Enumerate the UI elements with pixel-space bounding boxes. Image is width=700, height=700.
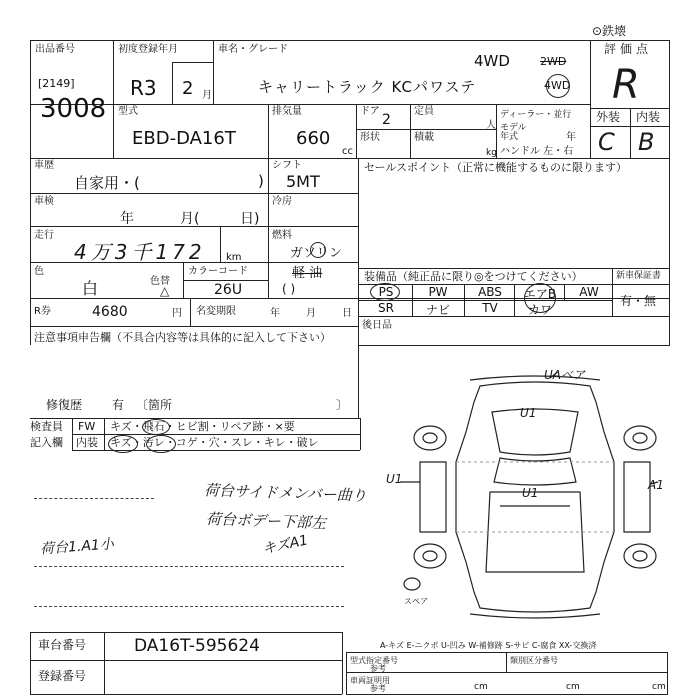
fuel-paren: ( ) <box>282 282 296 296</box>
eval-score: R <box>612 62 640 108</box>
fuel-label: 燃料 <box>272 230 292 241</box>
inspector-fw: FW <box>78 420 96 433</box>
drive-circle <box>546 74 570 98</box>
inspector-fw-text: キズ・飛石・ヒビ割・リペア跡・×要 <box>110 420 295 433</box>
doors-label: ドア <box>360 106 380 117</box>
chassis-value: DA16T-595624 <box>134 636 260 656</box>
equipment-label: 装備品（純正品に限り◎をつけてください） <box>364 270 583 283</box>
displacement-value: 660 <box>296 128 331 149</box>
dims-sub: 参考 <box>370 684 386 693</box>
first-reg-label: 初度登録年月 <box>118 44 178 55</box>
displacement-unit: cc <box>342 146 353 157</box>
recycle-unit: 円 <box>172 308 182 319</box>
handwritten-note-left: 荷台1.A1小 <box>39 536 115 558</box>
dash-line-1 <box>34 498 154 499</box>
handwritten-note-3: キズA1 <box>261 532 310 558</box>
lot-code: [2149] <box>38 77 75 90</box>
equip-aw: AW <box>579 285 599 299</box>
color-code-label: カラーコード <box>188 266 248 277</box>
equip-sr: SR <box>378 301 394 315</box>
first-reg-month: 2 <box>182 78 194 99</box>
handle-label: ハンドル 左・右 <box>500 146 574 157</box>
dealer-label: ディーラー・並行 <box>500 110 572 120</box>
circle-stone <box>142 419 170 435</box>
inspection-year: 年 <box>120 211 134 227</box>
chassis-label: 車台番号 <box>38 638 87 652</box>
inspection-label: 車検 <box>34 196 54 207</box>
history-label: 車歴 <box>34 160 54 171</box>
equip-circle-airbag <box>524 283 556 313</box>
equip-circle-ps <box>370 283 400 301</box>
dims-label: 車両証明用 <box>350 676 390 685</box>
diagram-mark-left: U1 <box>386 472 403 486</box>
first-reg-era: R3 <box>130 76 157 100</box>
diagram-mark-right: A1 <box>648 478 664 492</box>
name-change-year: 年 <box>270 308 280 319</box>
load-label: 積載 <box>414 132 434 143</box>
warranty-label: 新車保証書 <box>616 271 662 281</box>
repair-label: 修復歴 <box>46 398 83 412</box>
dash-line-3 <box>34 606 344 607</box>
diagram-mark-middle: U1 <box>522 486 539 500</box>
exterior-grade: C <box>598 128 615 156</box>
legend: A-キズ E-ニクボ U-凹み W-補修跡 S-サビ C-腐食 XX-交換済 <box>380 641 597 650</box>
first-reg-month-unit: 月 <box>202 90 212 101</box>
type-num-label: 型式指定番号 <box>350 656 398 665</box>
equip-pw: PW <box>428 285 448 299</box>
mileage-unit: km <box>226 252 242 263</box>
handwritten-note-2: 荷台ボデー下部左 <box>205 509 327 533</box>
equip-kawa: カワ <box>527 303 552 317</box>
shape-label: 形状 <box>360 132 380 143</box>
repair-value: 有 <box>112 398 125 412</box>
capacity-unit: 人 <box>486 120 496 131</box>
top-right-mark: ⊙鉄壊 <box>592 24 627 38</box>
color-change-value: △ <box>160 284 170 298</box>
drive-alt: 2WD <box>540 55 567 68</box>
inspector-label-2: 記入欄 <box>30 436 63 449</box>
eval-label: 評価点 <box>604 42 653 56</box>
name-change-month: 月 <box>306 308 316 319</box>
equip-navi: ナビ <box>425 303 450 317</box>
equip-airbag: エアB <box>523 287 557 301</box>
drive-alt2: 4WD <box>544 79 571 92</box>
spare-label: スペア <box>404 597 428 606</box>
name-change-label: 名変期限 <box>196 306 236 317</box>
dims-cm-2: cm <box>566 682 580 692</box>
history-value: 自家用・( <box>74 174 140 192</box>
doors-value: 2 <box>382 112 391 128</box>
model-value: EBD-DA16T <box>132 128 236 149</box>
mileage-label: 走行 <box>34 230 54 241</box>
history-close: ) <box>258 172 264 190</box>
equip-abs: ABS <box>478 285 502 299</box>
lot-number: 3008 <box>40 94 107 124</box>
displacement-label: 排気量 <box>272 106 302 117</box>
dims-cm-3: cm <box>652 682 666 692</box>
circle-yogore <box>146 435 176 453</box>
dims-cm-1: cm <box>474 682 488 692</box>
diagram-mark-top: U1 <box>520 406 537 420</box>
shift-value: 5MT <box>286 172 320 191</box>
inspector-interior: 内装 <box>76 436 98 449</box>
aircon-label: 冷房 <box>272 196 292 207</box>
shift-label: シフト <box>272 160 302 171</box>
drive-type: 4WD <box>474 52 510 70</box>
model-label: 型式 <box>118 106 138 117</box>
car-name: キャリートラック KCパワステ <box>258 78 477 96</box>
model-year-unit: 年 <box>566 132 576 143</box>
fuel-light-oil: 軽 油 <box>292 266 323 281</box>
inspector-interior-text: キズ・汚レ・コゲ・穴・スレ・キレ・破レ <box>110 436 319 449</box>
inspection-day: 日) <box>240 211 260 227</box>
notes-label: 注意事項申告欄（不具合内容等は具体的に記入して下さい） <box>34 331 331 344</box>
lot-label: 出品番号 <box>35 44 75 55</box>
circle-kizu <box>108 435 138 453</box>
exterior-label: 外装 <box>596 110 621 124</box>
capacity-label: 定員 <box>414 106 434 117</box>
type-num-sub: 参考 <box>370 664 386 673</box>
class-num-label: 類別区分番号 <box>510 656 558 665</box>
fuel-gasoline: ガソリン <box>290 246 343 261</box>
color-code-value: 26U <box>214 282 243 298</box>
interior-grade: B <box>638 128 655 156</box>
registration-label: 登録番号 <box>38 669 87 683</box>
equip-ps: PS <box>378 285 394 299</box>
car-name-label: 車名・グレード <box>218 44 288 55</box>
mileage-value: 4万3千172 <box>74 240 206 264</box>
equip-tv: TV <box>482 301 498 315</box>
interior-label: 内装 <box>636 110 661 124</box>
dash-line-2 <box>34 566 344 567</box>
handwritten-note-1: 荷台サイドメンバー曲り <box>203 481 368 505</box>
sales-point-label: セールスポイント（正常に機能するものに限ります） <box>364 161 628 174</box>
fuel-circle <box>310 242 326 258</box>
inspector-label-1: 検査員 <box>30 420 63 433</box>
color-value: 白 <box>82 279 99 298</box>
recycle-label: R券 <box>34 306 51 317</box>
name-change-day: 日 <box>342 308 352 319</box>
color-change-label: 色替 <box>150 276 170 287</box>
repair-bracket: 〔箇所 <box>136 398 173 412</box>
inspection-month: 月( <box>180 211 200 227</box>
color-label: 色 <box>34 266 44 277</box>
repair-close: 〕 <box>336 398 349 412</box>
warranty-value: 有・無 <box>620 294 657 308</box>
rear-seat-label: 後日品 <box>362 320 392 331</box>
load-unit: kg <box>486 148 497 158</box>
recycle-value: 4680 <box>92 304 128 320</box>
model-year-label: モデル年式 <box>500 123 527 142</box>
diagram-mark-topright: UAベア <box>544 368 585 382</box>
